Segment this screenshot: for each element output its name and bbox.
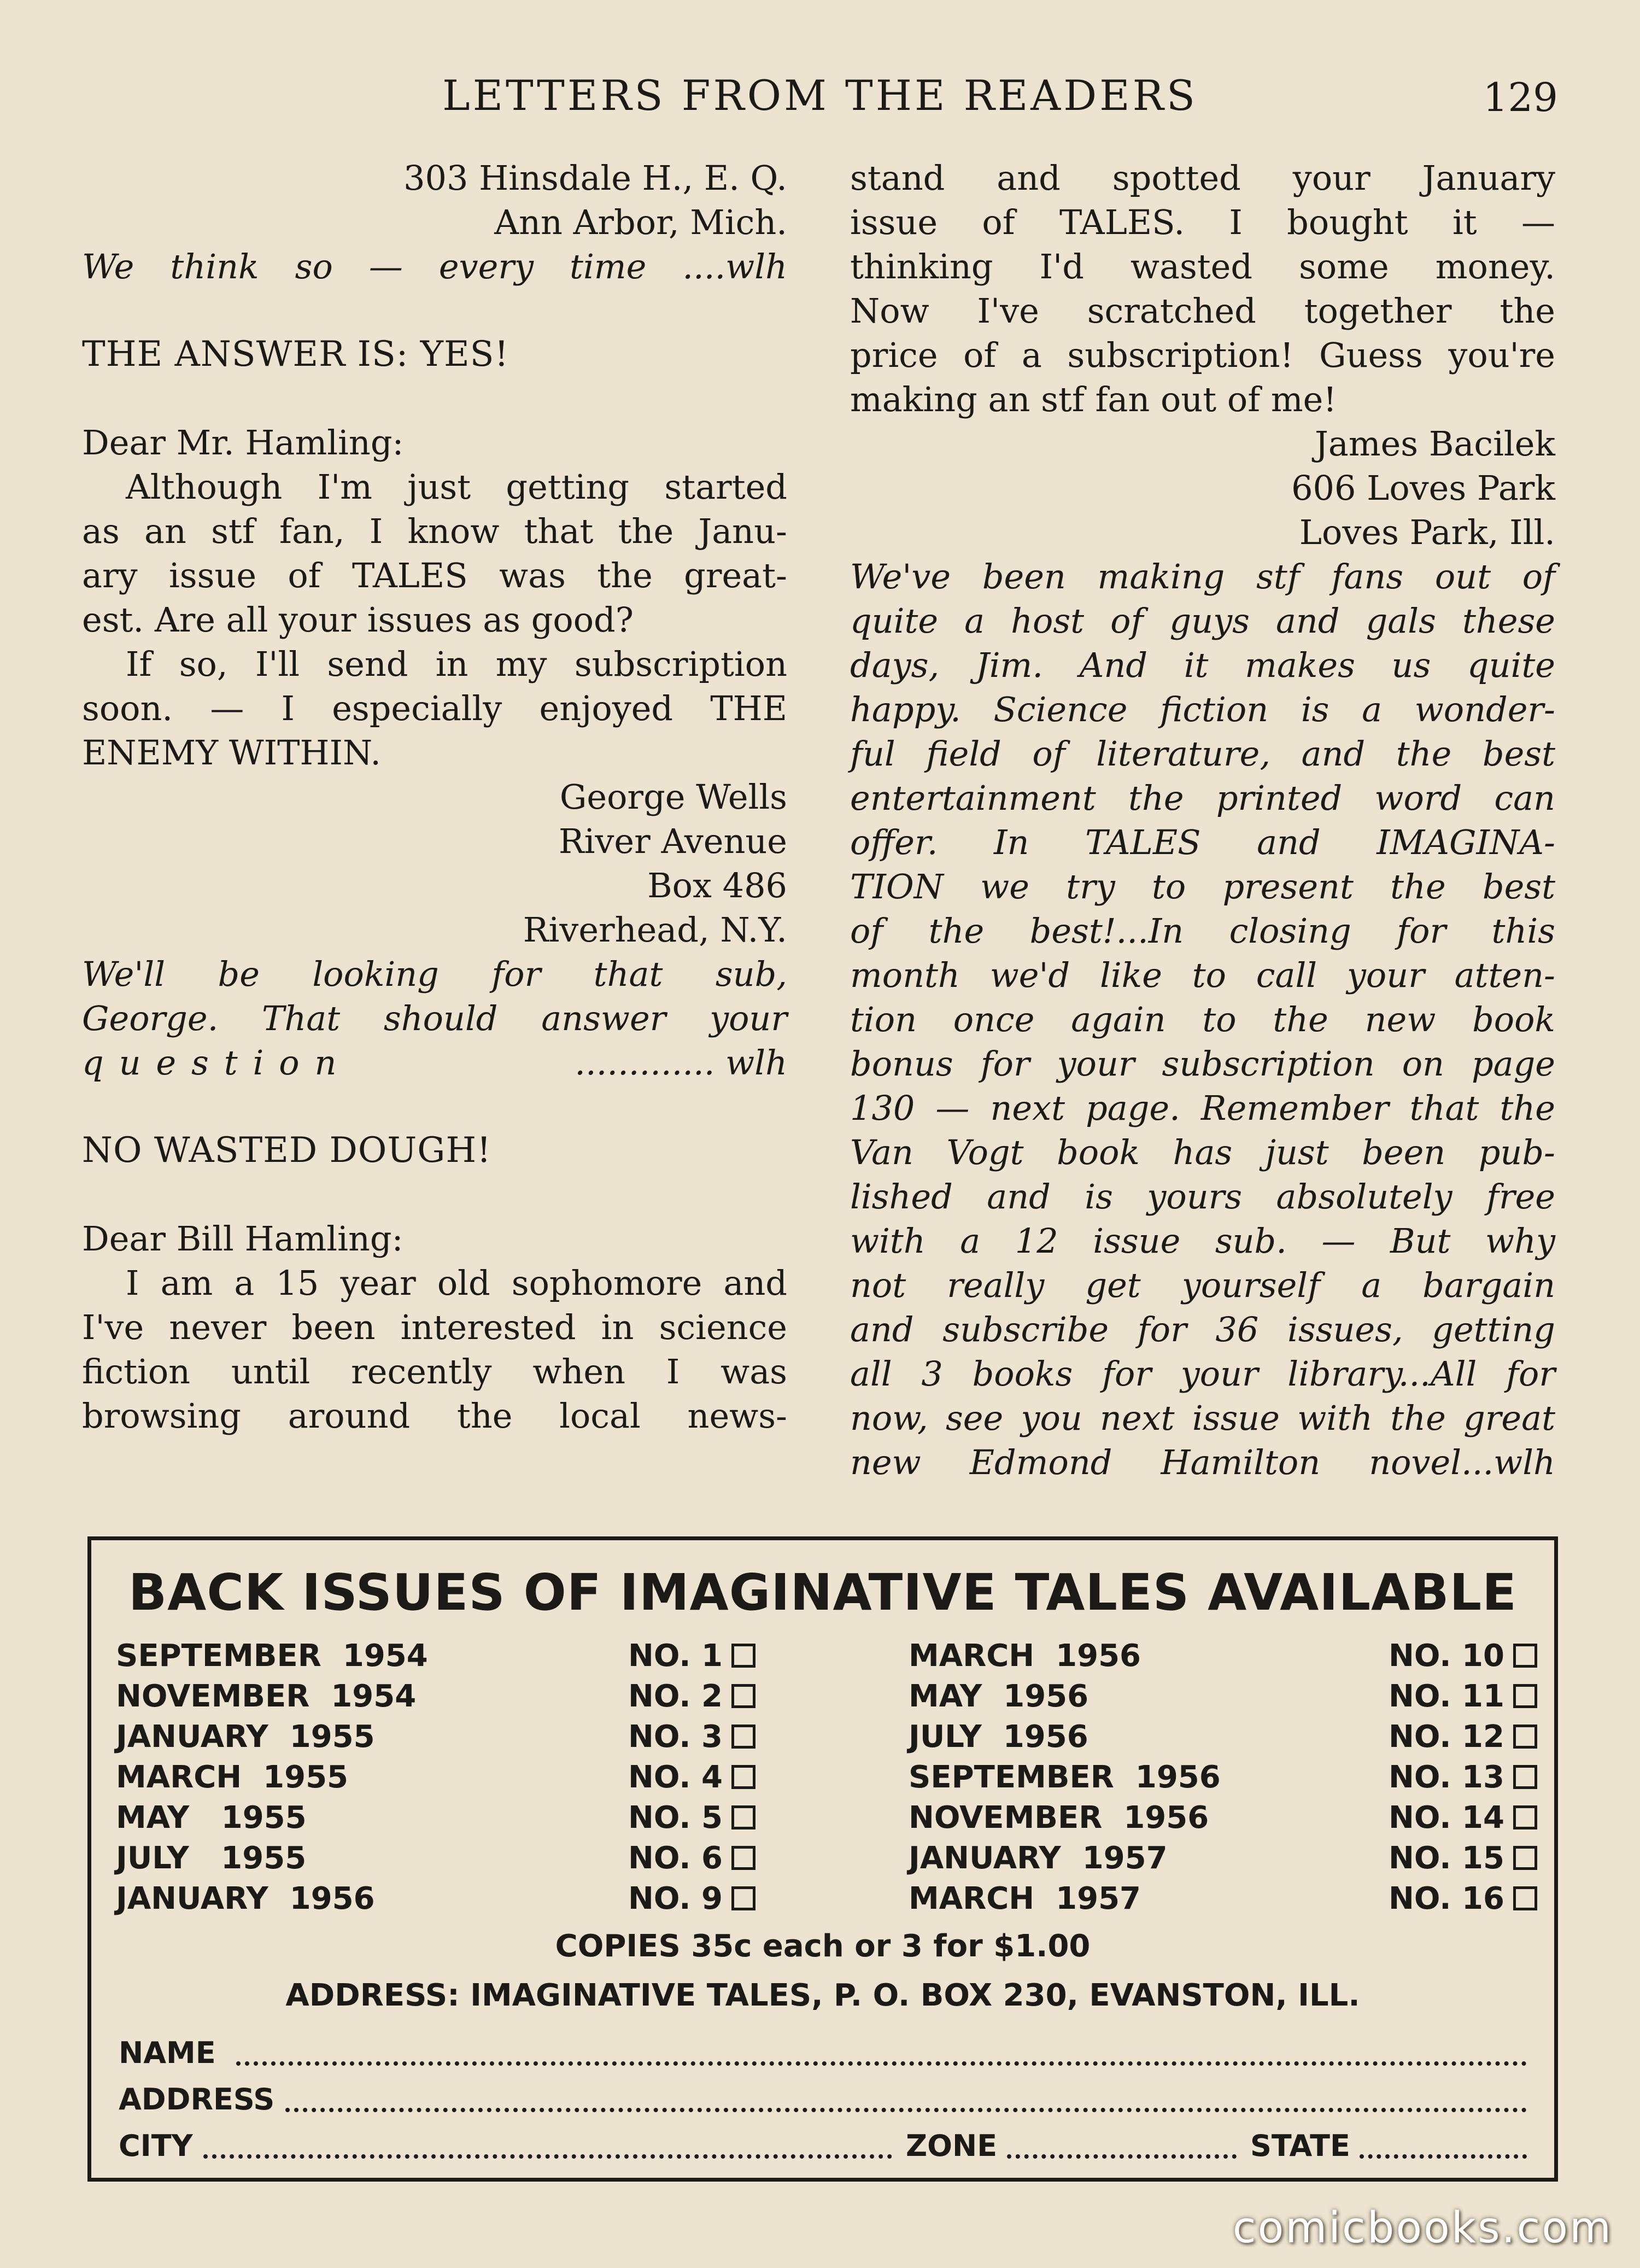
issue-list-left <box>116 1636 755 1919</box>
issue-number: NO. 1 <box>628 1638 723 1674</box>
issue-checkbox[interactable] <box>731 1765 755 1789</box>
letter-line: I am a 15 year old sophomore and <box>126 1263 787 1303</box>
editor-reply-line: happy. Science fiction is a wonder- <box>850 689 1555 729</box>
issue-date: MARCH 1957 <box>909 1881 1141 1916</box>
issue-checkbox[interactable] <box>1513 1805 1537 1829</box>
editor-reply-line: Van Vogt book has just been pub- <box>850 1132 1555 1172</box>
letter-line: browsing around the local news- <box>82 1396 787 1436</box>
running-head <box>82 71 1558 131</box>
previous-letter-reply: We think so — every time ....wlh <box>82 247 787 287</box>
editor-reply-line: now, see you next issue with the great <box>850 1398 1555 1438</box>
editor-reply-line: ful field of literature, and the best <box>850 734 1555 774</box>
letter-line: issue of TALES. I bought it — <box>850 202 1555 242</box>
editor-reply-line: We've been making stf fans out of <box>850 557 1555 597</box>
previous-letter-city: Ann Arbor, Mich. <box>494 202 787 242</box>
editor-reply-line: We'll be looking for that sub, <box>82 954 787 994</box>
back-issues-order-form <box>87 1536 1558 2182</box>
issue-number: NO. 2 <box>628 1679 723 1714</box>
issue-checkbox[interactable] <box>731 1684 755 1708</box>
issue-checkbox[interactable] <box>1513 1725 1537 1749</box>
address-dotted-line[interactable] <box>285 2108 1527 2112</box>
city-dotted-line[interactable] <box>203 2154 892 2159</box>
issue-number: NO. 6 <box>628 1840 723 1876</box>
letter-line: soon. — I especially enjoyed THE <box>82 688 787 728</box>
letter-line: ary issue of TALES was the great- <box>82 556 787 595</box>
letter-line: Now I've scratched together the <box>850 291 1555 331</box>
editor-reply-line: 130 — next page. Remember that the <box>850 1088 1555 1128</box>
city-label: CITY <box>119 2129 193 2163</box>
state-label: STATE <box>1250 2129 1350 2163</box>
issue-checkbox[interactable] <box>1513 1644 1537 1668</box>
issue-number: NO. 13 <box>1389 1760 1504 1795</box>
issue-date: JANUARY 1955 <box>116 1719 375 1755</box>
editor-reply-line: lished and is yours absolutely free <box>850 1177 1555 1217</box>
editor-reply-line: TION we try to present the best <box>850 867 1555 907</box>
letter-heading: NO WASTED DOUGH! <box>82 1130 491 1171</box>
running-title: LETTERS FROM THE READERS <box>442 71 1198 120</box>
zone-dotted-line[interactable] <box>1007 2154 1237 2159</box>
letter-signature: Riverhead, N.Y. <box>523 910 787 950</box>
site-watermark: comicbooks.com <box>1232 2203 1613 2253</box>
issue-checkbox[interactable] <box>731 1886 755 1910</box>
city-zone-state-field[interactable] <box>119 2123 1527 2166</box>
issue-date: NOVEMBER 1954 <box>116 1679 417 1714</box>
editor-reply-line: all 3 books for your library...All for <box>850 1354 1555 1394</box>
left-column <box>82 156 787 1438</box>
editor-reply-line: not really get yourself a bargain <box>850 1265 1555 1305</box>
editor-reply-line: of the best!...In closing for this <box>850 911 1555 951</box>
right-column <box>850 156 1555 1484</box>
letter-line: thinking I'd wasted some money. <box>850 247 1555 287</box>
issue-date: JULY 1955 <box>116 1840 307 1876</box>
issue-date: SEPTEMBER 1956 <box>909 1760 1221 1795</box>
editor-reply-line: offer. In TALES and IMAGINA- <box>850 822 1555 862</box>
issue-date: JANUARY 1957 <box>909 1840 1168 1876</box>
issue-row <box>909 1838 1537 1879</box>
issue-row <box>909 1757 1537 1798</box>
issue-number: NO. 5 <box>628 1800 723 1836</box>
letter-line: price of a subscription! Guess you're <box>850 335 1555 375</box>
issue-checkbox[interactable] <box>1513 1846 1537 1870</box>
letter-heading: THE ANSWER IS: YES! <box>82 334 509 375</box>
issue-row <box>116 1838 755 1879</box>
editor-reply-word: question <box>82 1043 352 1083</box>
issue-row <box>909 1879 1537 1919</box>
letter-signature: George Wells <box>559 777 787 817</box>
editor-reply-line: quite a host of guys and gals these <box>850 601 1555 641</box>
issue-date: NOVEMBER 1956 <box>909 1800 1209 1836</box>
editor-reply-last-line <box>82 1041 787 1085</box>
letter-line: est. Are all your issues as good? <box>82 600 634 640</box>
letter-signature: Loves Park, Ill. <box>1299 512 1555 552</box>
editor-reply-line: George. That should answer your <box>82 998 787 1038</box>
issue-date: MARCH 1956 <box>909 1638 1141 1674</box>
letter-signature: 606 Loves Park <box>1291 468 1555 508</box>
zone-label: ZONE <box>906 2129 998 2163</box>
letter-signature: River Avenue <box>558 821 787 861</box>
issue-checkbox[interactable] <box>1513 1765 1537 1789</box>
issue-date: SEPTEMBER 1954 <box>116 1638 428 1674</box>
editor-reply-line: with a 12 issue sub. — But why <box>850 1221 1555 1261</box>
issue-date: MAY 1956 <box>909 1679 1089 1714</box>
letter-line: Although I'm just getting started <box>126 467 787 507</box>
letter-salutation: Dear Bill Hamling: <box>82 1219 403 1259</box>
mailing-address: ADDRESS: IMAGINATIVE TALES, P. O. BOX 230, EVANSTON, ILL. <box>285 1978 1360 2013</box>
editor-reply-line: entertainment the printed word can <box>850 778 1555 818</box>
letter-line: as an stf fan, I know that the Janu- <box>82 511 787 551</box>
issue-checkbox[interactable] <box>731 1846 755 1870</box>
issue-date: MARCH 1955 <box>116 1760 349 1795</box>
issue-number: NO. 4 <box>628 1760 723 1795</box>
issue-row <box>116 1717 755 1757</box>
issue-row <box>116 1798 755 1838</box>
letter-line: fiction until recently when I was <box>82 1352 787 1392</box>
issue-row <box>116 1676 755 1717</box>
issue-checkbox[interactable] <box>731 1725 755 1749</box>
issue-row <box>909 1676 1537 1717</box>
name-dotted-line[interactable] <box>236 2061 1527 2066</box>
editor-reply-line: tion once again to the new book <box>850 999 1555 1039</box>
page-number: 129 <box>1483 74 1558 120</box>
address-label: ADDRESS <box>119 2082 275 2117</box>
issue-number: NO. 14 <box>1389 1800 1504 1836</box>
issue-checkbox[interactable] <box>1513 1684 1537 1708</box>
issue-date: MAY 1955 <box>116 1800 307 1836</box>
issue-row <box>909 1717 1537 1757</box>
editor-reply-line: and subscribe for 36 issues, getting <box>850 1310 1555 1349</box>
issue-date: JULY 1956 <box>909 1719 1088 1755</box>
issue-row <box>909 1636 1537 1676</box>
letter-line: I've never been interested in science <box>82 1307 787 1347</box>
editor-reply-line: new Edmond Hamilton novel...wlh <box>850 1442 1555 1482</box>
letter-line: ENEMY WITHIN. <box>82 733 382 773</box>
price-line: COPIES 35c each or 3 for $1.00 <box>555 1928 1091 1964</box>
editor-reply-line: days, Jim. And it makes us quite <box>850 645 1555 685</box>
issue-number: NO. 3 <box>628 1719 723 1755</box>
letter-signature: Box 486 <box>647 866 787 905</box>
state-dotted-line[interactable] <box>1360 2154 1527 2159</box>
issue-row <box>116 1636 755 1676</box>
issue-row <box>909 1798 1537 1838</box>
letter-salutation: Dear Mr. Hamling: <box>82 423 404 463</box>
issue-checkbox[interactable] <box>731 1805 755 1829</box>
letter-line: making an stf fan out of me! <box>850 379 1337 419</box>
letter-line: If so, I'll send in my subscription <box>126 644 787 684</box>
editor-reply-signoff: ............. wlh <box>564 1043 787 1083</box>
issue-number: NO. 12 <box>1389 1719 1504 1755</box>
issue-checkbox[interactable] <box>1513 1886 1537 1910</box>
letter-line: stand and spotted your January <box>850 158 1555 198</box>
name-field[interactable] <box>119 2030 1527 2073</box>
editor-reply-line: bonus for your subscription on page <box>850 1044 1555 1084</box>
editor-reply-line: month we'd like to call your atten- <box>850 955 1555 995</box>
issue-number: NO. 9 <box>628 1881 723 1916</box>
issue-number: NO. 16 <box>1389 1881 1504 1916</box>
address-field[interactable] <box>119 2076 1527 2120</box>
issue-number: NO. 11 <box>1389 1679 1504 1714</box>
issue-number: NO. 15 <box>1389 1840 1504 1876</box>
issue-row <box>116 1757 755 1798</box>
issue-list-right <box>909 1636 1537 1919</box>
name-label: NAME <box>119 2036 216 2070</box>
back-issues-title: BACK ISSUES OF IMAGINATIVE TALES AVAILABLE <box>128 1563 1517 1622</box>
issue-date: JANUARY 1956 <box>116 1881 375 1916</box>
issue-number: NO. 10 <box>1389 1638 1504 1674</box>
letter-signature: James Bacilek <box>1315 424 1555 464</box>
issue-row <box>116 1879 755 1919</box>
previous-letter-address: 303 Hinsdale H., E. Q. <box>403 158 787 198</box>
issue-checkbox[interactable] <box>731 1644 755 1668</box>
